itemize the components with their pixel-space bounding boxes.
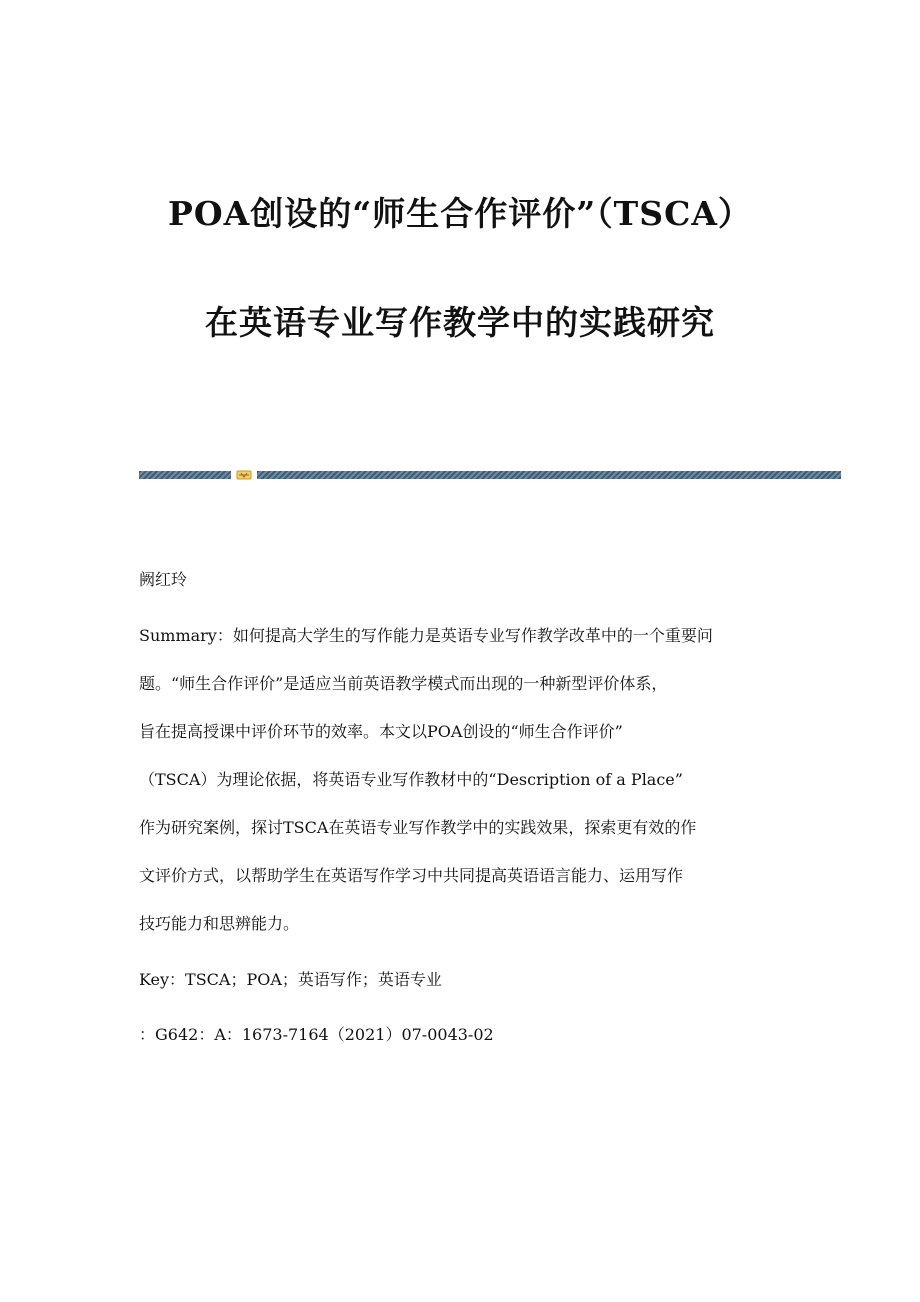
divider-bar-left <box>139 471 231 479</box>
summary-line: 技巧能力和思辨能力。 <box>139 914 300 933</box>
title-divider <box>139 470 841 480</box>
document-title-line-1: POA创设的“师生合作评价”（TSCA） <box>168 194 752 233</box>
title-block <box>0 188 920 349</box>
summary-paragraph <box>139 622 789 958</box>
summary-line: 作为研究案例，探讨TSCA在英语专业写作教学中的实践效果，探索更有效的作 <box>139 818 697 837</box>
summary-line: 旨在提高授课中评价环节的效率。本文以POA创设的“师生合作评价” <box>139 722 623 741</box>
summary-line: 文评价方式，以帮助学生在英语写作学习中共同提高英语语言能力、运用写作 <box>139 866 684 885</box>
summary-line: （TSCA）为理论依据，将英语专业写作教材中的“Description of a Place” <box>139 770 683 789</box>
divider-bar-right <box>257 471 841 479</box>
divider-ornament-icon <box>236 470 252 480</box>
classification-line: ：G642：A：1673-7164（2021）07-0043-02 <box>139 1025 494 1044</box>
document-title-line-2: 在英语专业写作教学中的实践研究 <box>205 303 715 342</box>
summary-line: 题。“师生合作评价”是适应当前英语教学模式而出现的一种新型评价体系， <box>139 674 668 693</box>
summary-line: Summary：如何提高大学生的写作能力是英语专业写作教学改革中的一个重要问 <box>139 626 713 645</box>
keywords-line: Key：TSCA；POA；英语写作；英语专业 <box>139 970 442 989</box>
author-name: 阙红玲 <box>139 570 188 589</box>
